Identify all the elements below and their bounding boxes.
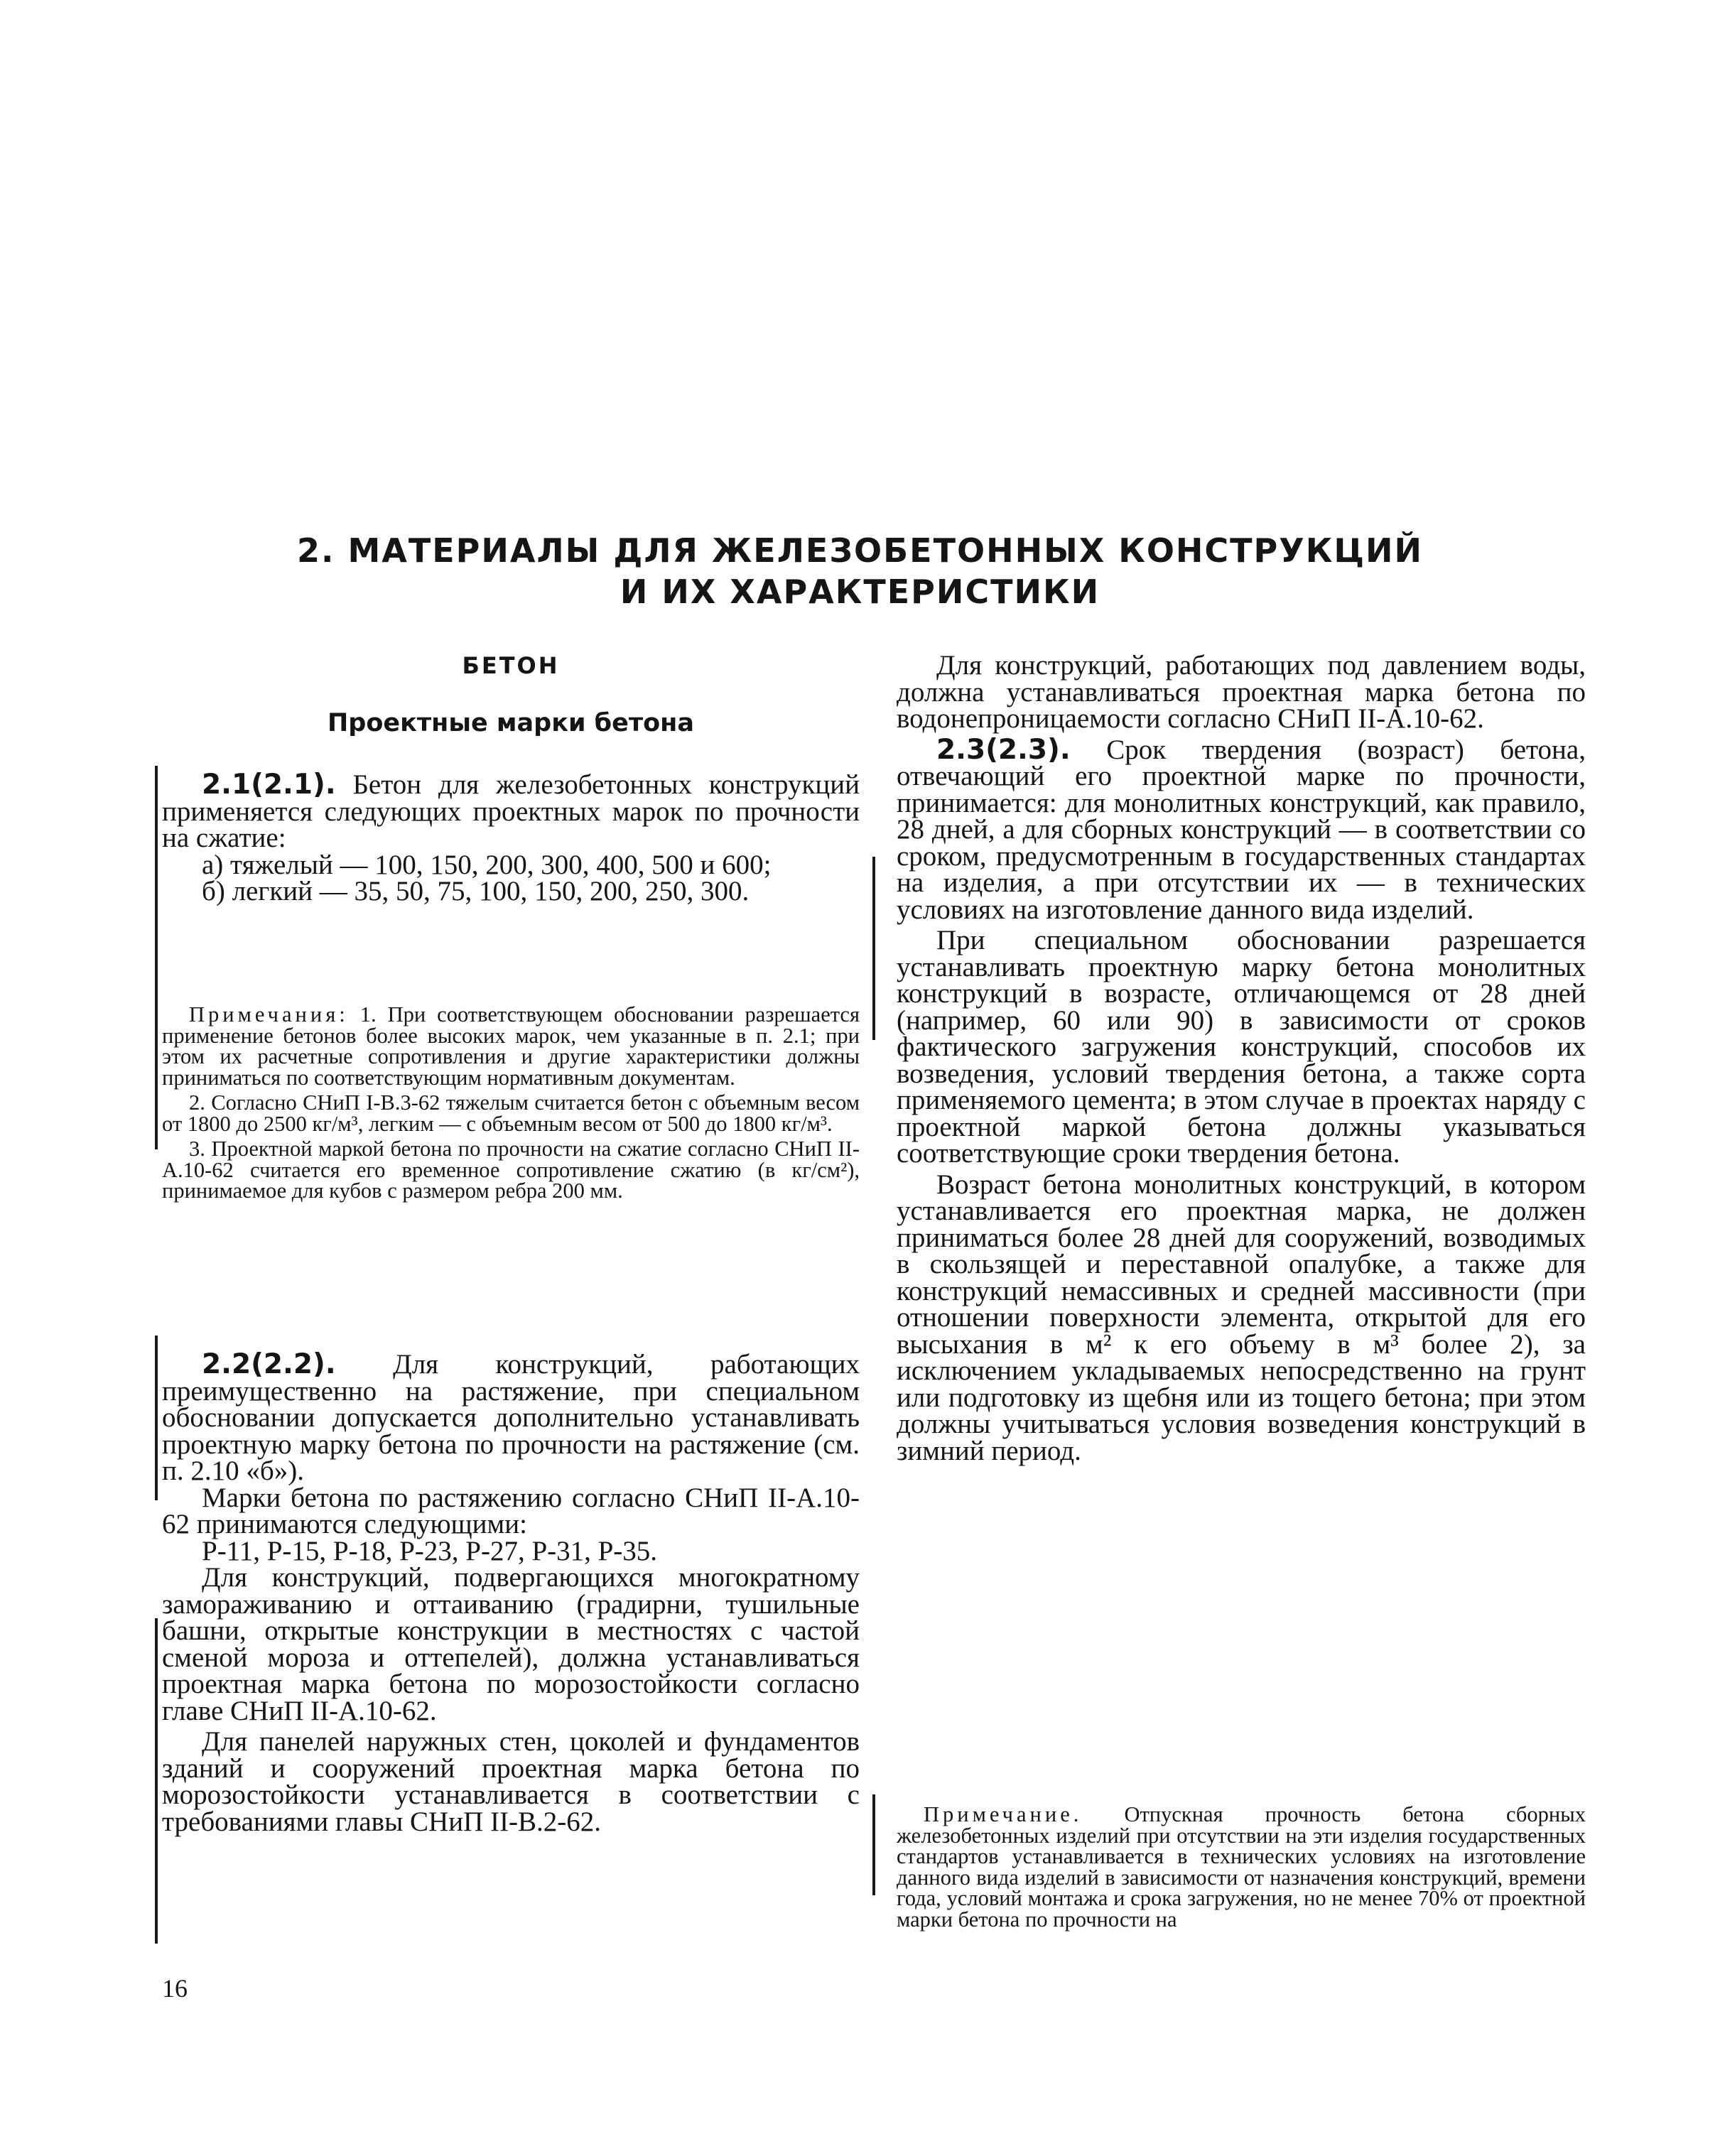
note-2: 2. Согласно СНиП I-В.3-62 тяжелым считается бетон с объемным весом от 1800 до 2500 кг/м³, легким — с объемным весом от 500 до 1800 кг/м³.: [162, 1090, 860, 1136]
clause-number: 2.1(2.1).: [202, 769, 336, 801]
notes-label: Примечания:: [189, 1002, 349, 1026]
paragraph-frost: Для конструкций, подвергающихся многократному замораживанию и оттаиванию (градирни, тушильные башни, открытые конструкции в местностях с частой сменой мороза и оттепелей), должна устанавливаться проектная марка бетона по морозостойкости согласно главе СНиП II-А.10-62.: [162, 1562, 860, 1726]
chapter-title-line1: 2. МАТЕРИАЛЫ ДЛЯ ЖЕЛЕЗОБЕТОННЫХ КОНСТРУКЦИЙ: [296, 531, 1424, 570]
tension-marks-list: Р-11, Р-15, Р-18, Р-23, Р-27, Р-31, Р-35.: [202, 1535, 658, 1566]
page-number: 16: [162, 1974, 188, 2003]
margin-bar: [872, 857, 875, 1040]
margin-bar: [155, 766, 158, 1149]
note-text: Отпускная прочность бетона сборных железобетонных изделий при отсутствии на эти изделия государственных стандартов устанавливается в технических условиях на изготовление данного вида изделий в зависимости от назначения конструкций, времени года, условий монтажа и срока загружения, но не менее 70% от проектной марки бетона по прочности на: [897, 1802, 1586, 1932]
note-3: 3. Проектной маркой бетона по прочности на сжатие согласно СНиП II-А.10-62 считается его временное сопротивление сжатию (в кг/см²), принимаемое для кубов с размером ребра 200 мм.: [162, 1137, 860, 1203]
right-text-block: [897, 652, 1586, 1464]
list-item-light: б) легкий — 35, 50, 75, 100, 150, 200, 250, 300.: [202, 876, 750, 906]
margin-bar: [155, 1336, 158, 1500]
paragraph-text: Бетон для железобетонных конструкций применяется следующих проектных марок по прочности на сжатие:: [162, 769, 860, 853]
note-1: 1. При соответствующем обосновании разрешается применение бетонов более высоких марок, чем указанные в п. 2.1; при этом их расчетные сопротивления и другие характеристики должны приниматься по соответствующим нормативным документам.: [162, 1002, 860, 1090]
margin-bar: [155, 1618, 158, 1944]
paragraph-text: Для конструкций, работающих преимущественно на растяжение, при специальном обосновании допускается дополнительно устанавливать проектную марку бетона по прочности на растяжение (см. п. 2.10 «б»).: [162, 1349, 860, 1486]
paragraph-water: Для конструкций, работающих под давлением воды, должна устанавливаться проектная марка бетона по водонепроницаемости согласно СНиП II-А.10-62.: [897, 650, 1586, 734]
clause-number: 2.3(2.3).: [936, 733, 1071, 766]
paragraph-special: При специальном обосновании разрешается устанавливать проектную марку бетона монолитных конструкций в возрасте, отличающемся от 28 дней (например, 60 или 90) в зависимости от сроков фактического загружения конструкций, способов их возведения, условий твердения бетона, а также сорта применяемого цемента; в этом случае в проектах наряду с проектной маркой бетона должны указываться соответствующие сроки твердения бетона.: [897, 925, 1586, 1169]
section-heading: БЕТОН: [462, 652, 560, 679]
subsection-heading: Проектные марки бетона: [328, 709, 694, 737]
tension-marks-text: Марки бетона по растяжению согласно СНиП II-А.10-62 принимаются следующими:: [162, 1482, 860, 1539]
paragraph-age: Возраст бетона монолитных конструкций, в котором устанавливается его проектная марка, не должен приниматься более 28 дней для сооружений, возводимых в скользящей и переставной опалубке, а также для конструкций немассивных и средней массивности (при отношении поверхности элемента, открытой для его высыхания в м² к его объему в м³ более 2), за исключением укладываемых непосредственно на грунт или подготовку из щебня или из тощего бетона; при этом должны учитываться условия возведения конструкций в зимний период.: [897, 1169, 1586, 1466]
paragraph-panels: Для панелей наружных стен, цоколей и фундаментов зданий и сооружений проектная марка бетона по морозостойкости устанавливается в соответствии с требованиями главы СНиП II-В.2-62.: [162, 1726, 860, 1837]
paragraph-2-2: [162, 1348, 860, 1837]
list-item-heavy: а) тяжелый — 100, 150, 200, 300, 400, 500 и 600;: [202, 849, 772, 880]
paragraph-2-1: [162, 771, 860, 905]
chapter-title-line2: И ИХ ХАРАКТЕРИСТИКИ: [620, 573, 1100, 611]
right-note: [897, 1804, 1586, 1930]
notes-block: [162, 1004, 860, 1202]
note-label: Примечание.: [924, 1802, 1083, 1826]
margin-bar: [872, 1794, 875, 1895]
clause-number: 2.2(2.2).: [202, 1348, 336, 1380]
paragraph-text: Срок твердения (возраст) бетона, отвечающий его проектной марке по прочности, принимается: для монолитных конструкций, как правило, 28 дней, а для сборных конструкций — в соответствии со сроком, предусмотренным в государственных стандартах на изделия, а при отсутствии их — в технических условиях на изготовление данного вида изделий.: [897, 734, 1586, 925]
